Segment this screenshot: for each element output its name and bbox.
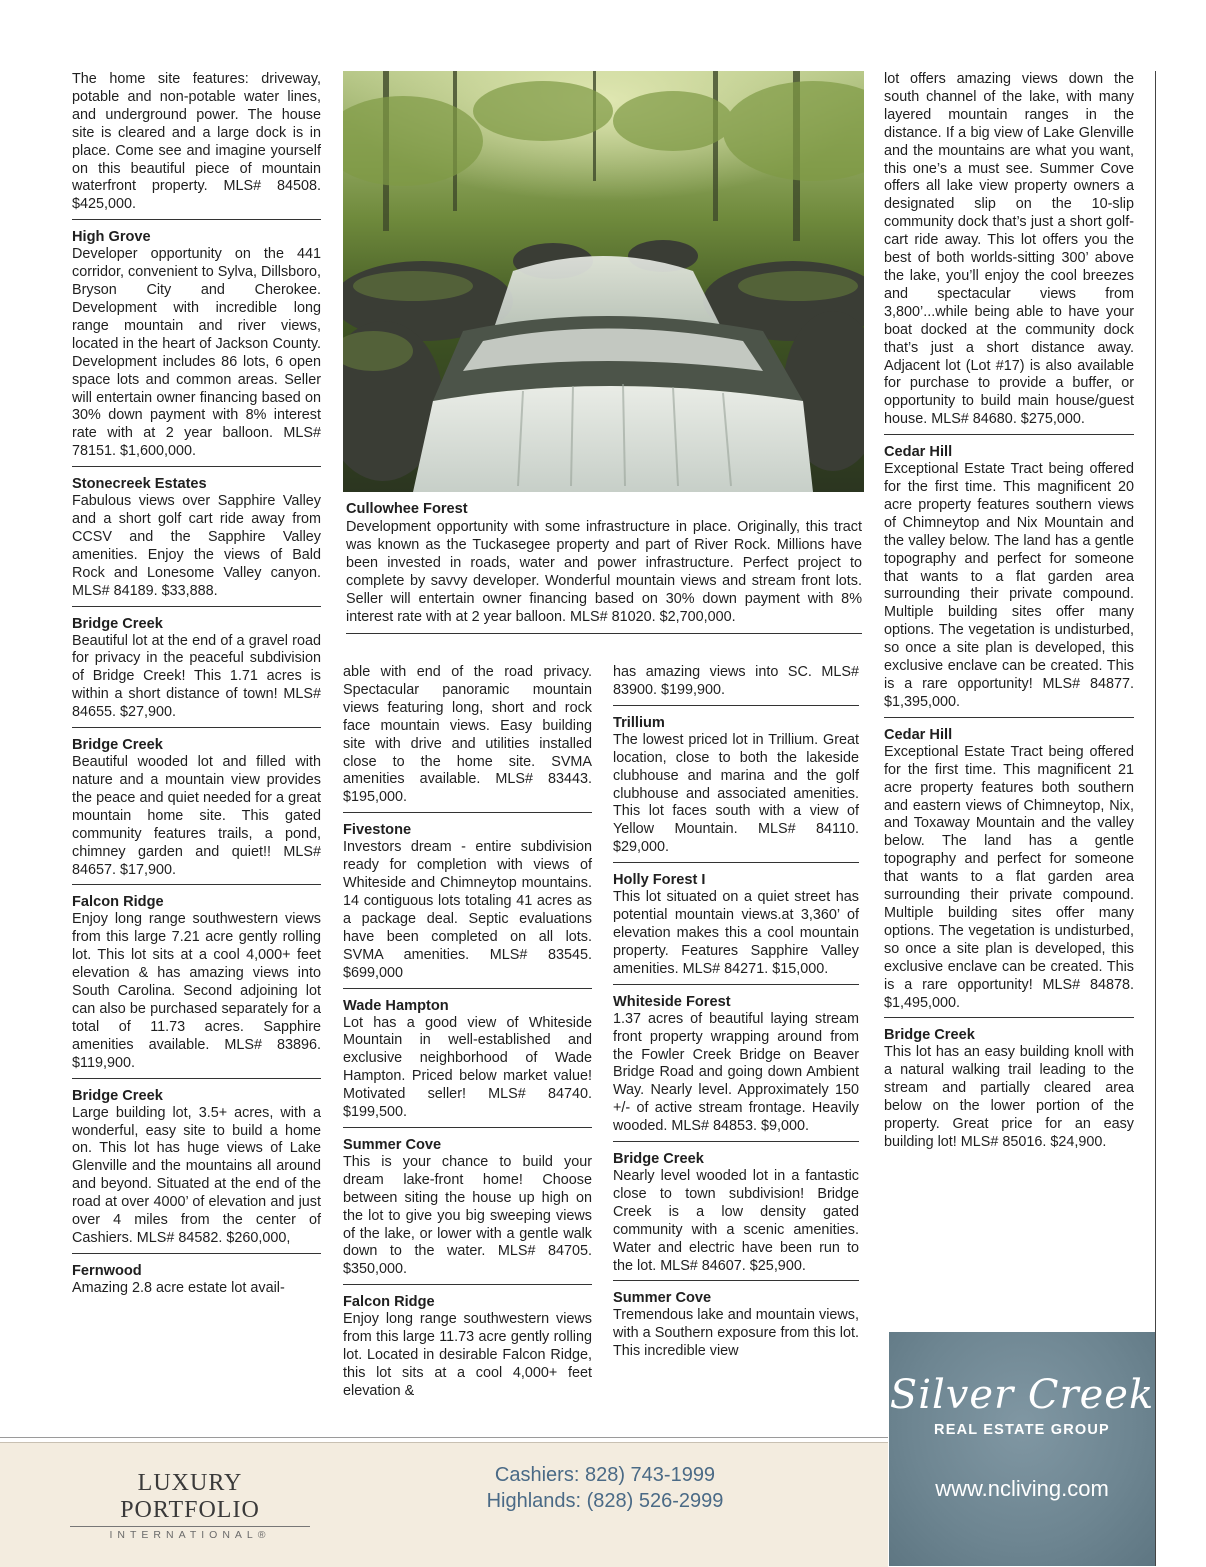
listing-item bbox=[343, 821, 592, 988]
listing-title: Whiteside Forest bbox=[613, 993, 731, 1010]
listing-description: Nearly level wooded lot in a fantastic close to town subdivision! Bridge Creek is a low density gated community with a scenic amenities. Water and electric have been run to the lot. MLS# 84607. $25,900. bbox=[613, 1168, 859, 1274]
luxury-portfolio-subtitle: INTERNATIONAL® bbox=[70, 1526, 310, 1541]
listing-item bbox=[343, 1136, 592, 1285]
listing-description: Exceptional Estate Tract being offered for the first time. This magnificent 20 acre property features southern views of Chimneytop and Nix Mountain and the valley below. The land has a gentle topography and perfect for someone that wants to a flat garden area surrounding their private compound. Multiple building sites offer many options. The vegetation is undisturbed, so once a site plan is developed, this exclusive enclave can be created. This is a rare opportunity! MLS# 84877. $1,395,000. bbox=[884, 461, 1134, 710]
featured-listing-text: Development opportunity with some infrastructure in place. Originally, this tract was known as the Tuckasegee property and part of River Rock. Millions have been invested in roads, water and power infrastructure. Perfect project to complete by savvy developer. Wonderful mountain views and stream front lots. Seller will entertain owner financing based on 30% down payment with 8% interest rate with at 2 year balloon. MLS# 81020. $2,700,000. bbox=[346, 519, 862, 625]
listing-description: Exceptional Estate Tract being offered for the first time. This magnificent 21 acre property features both southern and eastern views of Chimneytop, Nix, and Toxaway Mountain and the valley below. The land has a gentle topography and perfect for someone that wants to a flat garden area surrounding their private compound. Multiple building sites offer many options. The vegetation is undisturbed, so once a site plan is developed, this exclusive enclave can be created. This is a rare opportunity! MLS# 84878. $1,495,000. bbox=[884, 743, 1134, 1011]
listing-item bbox=[613, 1289, 859, 1366]
listings-column-4 bbox=[884, 71, 1134, 1165]
listing-title: Summer Cove bbox=[613, 1290, 712, 1307]
listing-title: Bridge Creek bbox=[72, 737, 163, 754]
listing-item bbox=[884, 726, 1134, 1019]
featured-listing-title: Cullowhee Forest bbox=[346, 501, 468, 517]
listing-description: Beautiful lot at the end of a gravel road for privacy in the peaceful subdivision of Bridge Creek! This 1.71 acres is within a short distance of town! MLS# 84655. $27,900. bbox=[72, 632, 321, 721]
listing-title: Falcon Ridge bbox=[72, 894, 164, 911]
listing-description: Enjoy long range southwestern views from this large 11.73 acre gently rolling lot. Located in desirable Falcon Ridge, this lot sits at a cool 4,000+ feet elevation & bbox=[343, 1311, 592, 1399]
footer-rule bbox=[0, 1437, 888, 1438]
listings-column-1 bbox=[72, 71, 321, 1311]
listing-description: The home site features: driveway, potable and non-potable water lines, and underground power. The house site is cleared and a large dock is in place. Come see and imagine yourself on this beautiful piece of mountain waterfront property. MLS# 84508. $425,000. bbox=[72, 71, 321, 213]
listing-description: Developer opportunity on the 441 corridor, convenient to Sylva, Dillsboro, Bryson City and Cherokee. Development with incredible long range mountain and river views, located in the heart of Jackson County. Development includes 86 lots, 6 open space lots and common areas. Seller will entertain owner financing based on 30% down payment with 8% interest rate with at 2 year balloon. MLS# 78151. $1,600,000. bbox=[72, 246, 321, 460]
listing-description: Tremendous lake and mountain views, with a Southern exposure from this lot. This incredible view bbox=[613, 1307, 859, 1360]
waterfall-forest-image bbox=[343, 71, 864, 492]
listing-title: Bridge Creek bbox=[884, 1027, 975, 1044]
luxury-portfolio-logo bbox=[70, 1470, 310, 1541]
listing-title: Wade Hampton bbox=[343, 997, 449, 1014]
listing-item bbox=[884, 443, 1134, 718]
listing-title: Cedar Hill bbox=[884, 726, 953, 743]
listing-description: This lot situated on a quiet street has potential mountain views.at 3,360’ of elevation makes this a cool mountain property. Features Sapphire Valley amenities. MLS# 84271. $15,000. bbox=[613, 889, 859, 977]
listing-title: Cedar Hill bbox=[884, 444, 953, 461]
listing-description: Large building lot, 3.5+ acres, with a wonderful, easy site to build a home on. This lot has huge views of Lake Glenville and the mountains all around and beyond. Situated at the end of the road at over 4000’ of elevation and just over 4 miles from the center of Cashiers. MLS# 84582. $260,000, bbox=[72, 1104, 321, 1246]
real-estate-group-label: REAL ESTATE GROUP bbox=[934, 1422, 1110, 1438]
listing-description: lot offers amazing views down the south channel of the lake, with many layered mountain ranges in the distance. If a big view of Lake Glenville and the mountains are what you want, this one’s a must see. Summer Cove offers all lake view property owners a designated slip on the 10-slip community dock that’s just a short golf-cart ride away. This lot offers you the best of both worlds-sitting 300’ above the lake, you’ll enjoy the cool breezes and spectacular views from 3,800’...while being able to have your boat docked at the community dock that’s just a short distance away. Adjacent lot (Lot #17) is also available for purchase to provide a buffer, or opportunity to build main house/guest house. MLS# 84680. $275,000. bbox=[884, 71, 1134, 428]
listing-description: Fabulous views over Sapphire Valley and a short golf cart ride away from CCSV and the Sapphire Valley amenities. Enjoy the views of Bald Rock and Lonesome Valley canyon. MLS# 84189. $33,888. bbox=[72, 493, 321, 599]
listing-item bbox=[613, 993, 859, 1142]
listing-item bbox=[72, 736, 321, 885]
listing-title: Holly Forest I bbox=[613, 872, 706, 889]
listing-title: Falcon Ridge bbox=[343, 1294, 435, 1311]
listing-title: Bridge Creek bbox=[72, 615, 163, 632]
featured-listing bbox=[346, 500, 862, 634]
phone-cashiers: Cashiers: 828) 743-1999 bbox=[494, 1464, 716, 1486]
listing-item bbox=[72, 893, 321, 1078]
listing-item bbox=[72, 615, 321, 729]
listing-item bbox=[72, 228, 321, 467]
listing-item bbox=[613, 664, 859, 706]
listing-item bbox=[72, 1087, 321, 1254]
cascade-photo bbox=[343, 71, 864, 492]
listing-item bbox=[72, 475, 321, 606]
listing-description: This is your chance to build your dream lake-front home! Choose between siting the house up high on the lot to give you big sweeping views of the lake, or lower with a gentle walk down to the water. MLS# 84705. $350,000. bbox=[343, 1153, 592, 1278]
listing-title: High Grove bbox=[72, 229, 151, 246]
website-link[interactable]: www.ncliving.com bbox=[935, 1476, 1109, 1501]
listing-item bbox=[884, 1026, 1134, 1156]
listing-description: Enjoy long range southwestern views from this large 7.21 acre gently rolling lot. This lot sits at a cool 4,000+ feet elevation & has amazing views into South Carolina. Second adjoining lot can also be purchased separately for a total of 11.73 acres. Sapphire amenities available. MLS# 83896. $119,900. bbox=[72, 911, 321, 1071]
listing-description: able with end of the road privacy. Spectacular panoramic mountain views featuring long, short and rock face mountain views. Easy building site with drive and utilities installed close to the home site. SVMA amenities available. MLS# 83443. $195,000. bbox=[343, 664, 592, 806]
listing-title: Bridge Creek bbox=[613, 1151, 704, 1168]
listing-description: Beautiful wooded lot and filled with nature and a mountain view provides the peace and quiet needed for a great mountain home site. This gated community features trails, a pond, chimney garden and quiet!! MLS# 84657. $17,900. bbox=[72, 754, 321, 878]
listing-description: Investors dream - entire subdivision ready for completion with views of Whiteside and Chimneytop mountains. 14 contiguous lots totaling 41 acres as a package deal. Septic evaluations have been completed on all lots. SVMA amenities. MLS# 83545. $699,000 bbox=[343, 839, 592, 981]
listing-description: This lot has an easy building knoll with a natural walking trail leading to the stream and partially cleared area below on the lower portion of the property. Great price for an easy building lot! MLS# 85016. $24,900. bbox=[884, 1044, 1134, 1150]
listing-item bbox=[72, 71, 321, 220]
silver-creek-badge bbox=[889, 1332, 1155, 1566]
listing-item bbox=[343, 997, 592, 1128]
contact-phones bbox=[440, 1462, 770, 1514]
phone-highlands: Highlands: (828) 526-2999 bbox=[486, 1490, 724, 1512]
listing-item bbox=[343, 1293, 592, 1406]
listing-title: Fivestone bbox=[343, 822, 412, 839]
listing-title: Trillium bbox=[613, 714, 665, 731]
listing-description: The lowest priced lot in Trillium. Great location, close to both the lakeside clubhouse and marina and the golf clubhouse and associated amenities. This lot faces south with a view of Yellow Mountain. MLS# 84110. $29,000. bbox=[613, 731, 859, 856]
listing-item bbox=[613, 714, 859, 863]
listing-description: Lot has a good view of Whiteside Mountain in well-established and exclusive neighborhood of Wade Hampton. Priced below market value! Motivated seller! MLS# 84740. $199,500. bbox=[343, 1014, 592, 1121]
listing-description: has amazing views into SC. MLS# 83900. $199,900. bbox=[613, 664, 859, 698]
listing-item bbox=[884, 71, 1134, 435]
listing-description: Amazing 2.8 acre estate lot avail- bbox=[72, 1279, 285, 1296]
listings-column-2 bbox=[343, 664, 592, 1414]
listing-item bbox=[613, 871, 859, 985]
listing-title: Fernwood bbox=[72, 1262, 142, 1279]
listing-title: Summer Cove bbox=[343, 1136, 442, 1153]
silver-creek-logo: Silver Creek bbox=[889, 1372, 1155, 1418]
listing-item bbox=[613, 1150, 859, 1281]
listing-title: Stonecreek Estates bbox=[72, 476, 207, 493]
luxury-portfolio-wordmark: LUXURY PORTFOLIO bbox=[120, 1470, 260, 1523]
listing-item bbox=[72, 1262, 321, 1303]
listing-item bbox=[343, 664, 592, 813]
listing-title: Bridge Creek bbox=[72, 1087, 163, 1104]
listings-column-3 bbox=[613, 664, 859, 1374]
listing-description: 1.37 acres of beautiful laying stream front property wrapping around from the Fowler Creek Bridge on Beaver Bridge Road and going down Ambient Way. Nearly level. Approximately 150 +/- of active stream frontage. Heavily wooded. MLS# 84853. $9,000. bbox=[613, 1010, 859, 1135]
right-divider bbox=[1155, 71, 1156, 1566]
